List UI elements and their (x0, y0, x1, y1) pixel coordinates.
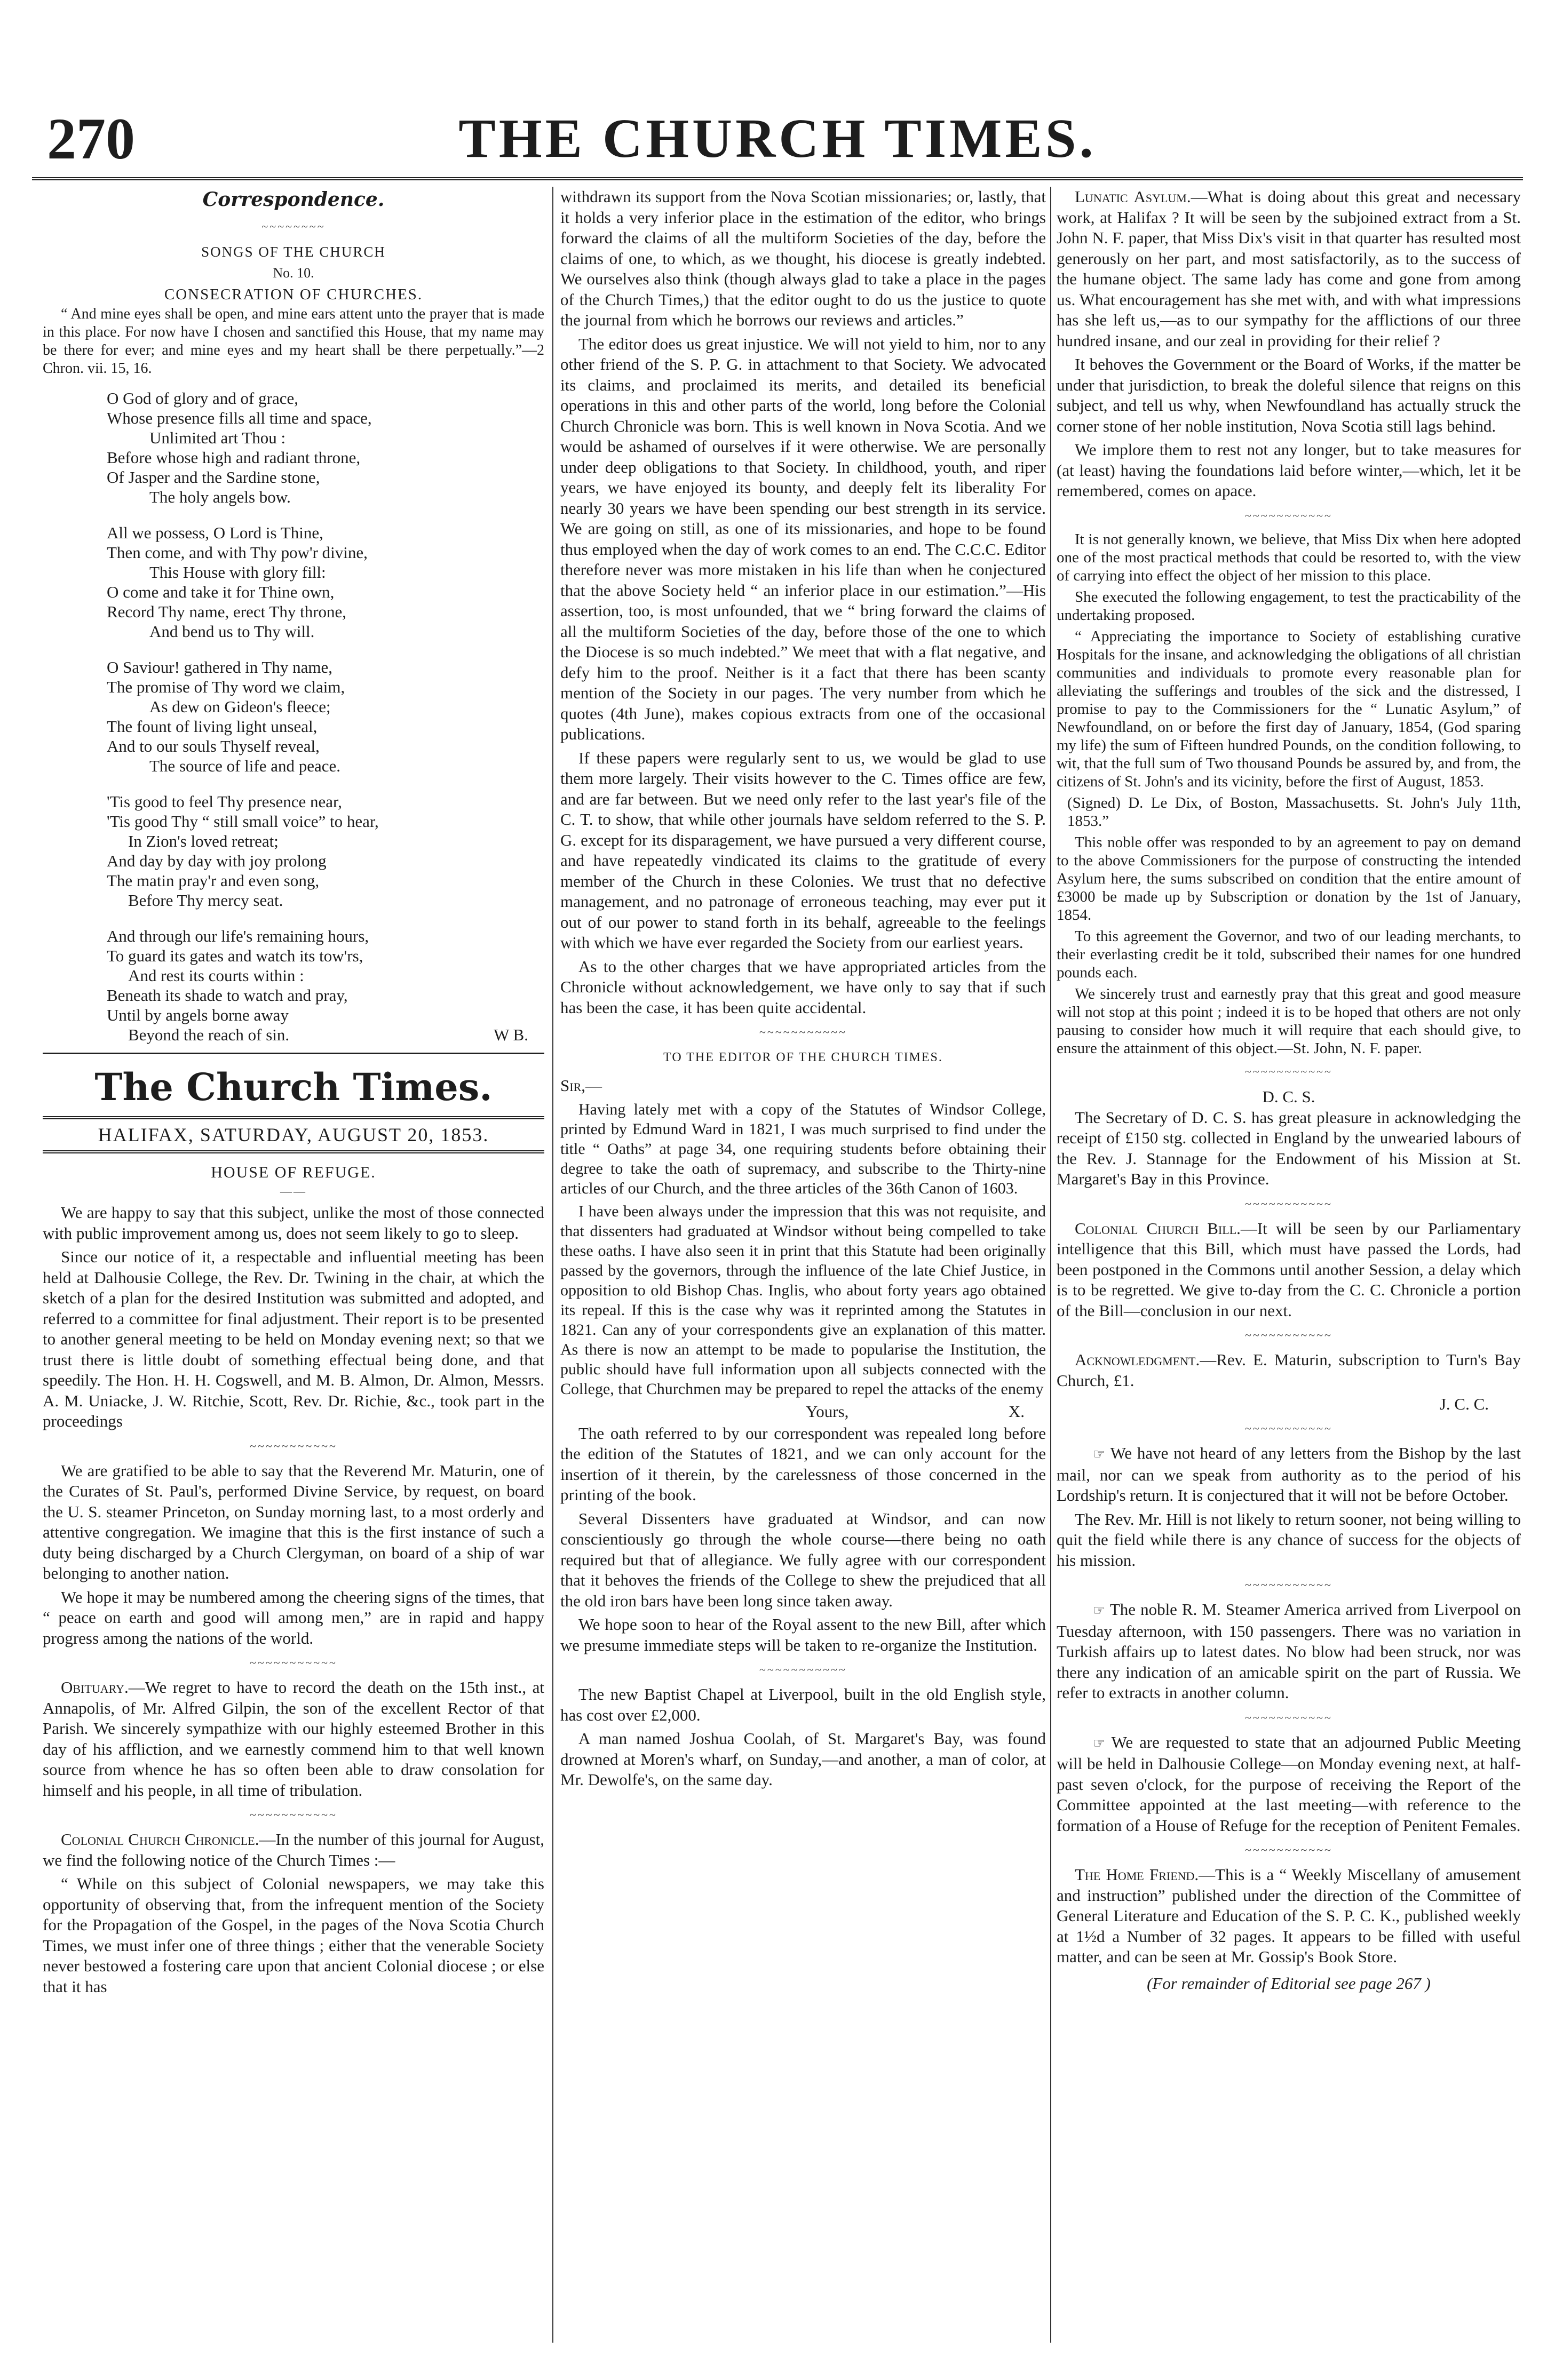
letter-paragraph: Having lately met with a copy of the Statutes of Windsor College, printed by Edmund Ward in 1821, I was much surprised to find under the title “ Oaths” at page 34, one requiring students before obtaining their degree to take the oath of supremacy, and subscribe to the Thirty-nine articles of our Church, and the three articles of the 36th Canon of 1603. (560, 1100, 1046, 1197)
dateline: HALIFAX, SATURDAY, AUGUST 20, 1853. (98, 1124, 489, 1145)
masthead (32, 101, 1523, 176)
ornament: ~~~~~~~~~~~ (250, 1656, 337, 1669)
page-number: 270 (47, 106, 135, 171)
ornament: ~~~~~~~~~~~ (1245, 1578, 1332, 1591)
bill-text: —It will be seen by our Parliamentary intelligence that this Bill, which must have passed the Lords, had been postponed in the Commons until another Session, a delay which is to be regretted. We give to-day from the C. C. Chronicle a portion of the Bill—conclusion in our next. (1057, 1219, 1521, 1320)
ornament: —— (280, 1184, 307, 1198)
article-paragraph: As to the other charges that we have appropriated articles from the Chronicle without acknowledgement, we have only to say that if such has been the case, it has been quite accidental. (560, 957, 1046, 1017)
verse-line: Beyond the reach of sin. (128, 1025, 290, 1044)
article-paragraph: If these papers were regularly sent to us, we would be glad to use them more largely. Their visits however to the C. Times office are few, and are far between. But we need only refer to the last year's file of the C. T. to show, that while other journals have seldom referred to the S. P. G. except for its disparagement, we have pursued a very different course, and have repeatedly vindicated its claims to the gratitude of every member of the Church in these Colonies. We trust that no defective management, and no patronage of erroneous teaching, may ever put it out of our power to stand forth in its behalf, agreeable to the feelings with which we have ever regarded the Society from our earliest years. (560, 748, 1046, 952)
lunatic-paragraph: It behoves the Government or the Board of Works, if the matter be under that jurisdiction, to break the doleful silence that reigns on this subject, and tell us why, when Newfoundland has actually struck the corner stone of her noble institution, Nova Scotia still lags behind. (1057, 355, 1521, 435)
refuge-heading: HOUSE OF REFUGE. (211, 1164, 376, 1181)
home-friend-label: The Home Friend. (1075, 1865, 1199, 1884)
verse-line: And day by day with joy prolong (107, 851, 327, 870)
article-paragraph: Several Dissenters have graduated at Windsor, and can now conscientiously go through the whole course—there being no oath required but that of allegiance. We fully agree with our correspondent that it behoves the friends of the College to shew the prejudiced that all the old iron bars have been long since taken away. (560, 1509, 1046, 1610)
ornament: ~~~~~~~~~~~ (1245, 1328, 1332, 1342)
dix-signature: (Signed) D. Le Dix, of Boston, Massachusetts. St. John's July 11th, 1853.” (1067, 794, 1521, 830)
continued-note: (For remainder of Editorial see page 267 ) (1147, 1973, 1431, 1993)
meeting-text: We are requested to state that an adjourned Public Meeting will be held in Dalhousie College—on Monday evening next, at half-past seven o'clock, for the purpose of receiving the Report of the Committee appointed at the last meeting—with reference to the formation of a House of Refuge for the reception of Penitent Females. (1057, 1732, 1521, 1835)
hill-paragraph: The Rev. Mr. Hill is not likely to return sooner, not being willing to quit the field while there is any chance of success for the objects of his mission. (1057, 1509, 1521, 1570)
america-paragraph (1057, 1599, 1521, 1704)
verse-line: Whose presence fills all time and space, (107, 409, 372, 427)
paper-title: The Church Times. (94, 1065, 493, 1109)
letter-salutation: Sir,— (560, 1076, 602, 1095)
hymn-signature: W B. (494, 1025, 528, 1044)
ack-text: —Rev. E. Maturin, subscription to Turn's Bay Church, £1. (1057, 1350, 1521, 1390)
home-friend-paragraph (1057, 1865, 1521, 1968)
ornament: ~~~~~~~~~~~ (1245, 508, 1332, 522)
ornament: ~~~~~~~~~~~ (1245, 1710, 1332, 1724)
column-1 (43, 187, 544, 2348)
ack-signature: J. C. C. (1439, 1395, 1489, 1413)
news-paragraph: The new Baptist Chapel at Liverpool, built in the old English style, has cost over £2,000. (560, 1685, 1046, 1724)
verse-line: O come and take it for Thine own, (107, 583, 335, 601)
verse-line: In Zion's loved retreat; (128, 832, 279, 850)
lunatic-paragraph (1057, 187, 1521, 351)
verse-line: O God of glory and of grace, (107, 389, 298, 408)
ornament: ~~~~~~~~~~~ (1245, 1197, 1332, 1211)
newspaper-title: THE CHURCH TIMES. (458, 108, 1097, 169)
verse-line: The promise of Thy word we claim, (107, 678, 345, 696)
ack-paragraph (1057, 1350, 1521, 1391)
verse-line: Before whose high and radiant throne, (107, 448, 361, 467)
letter-yours: Yours, (806, 1402, 849, 1421)
lunatic-label: Lunatic Asylum. (1075, 187, 1191, 206)
maturin-paragraph: We are gratified to be able to say that the Reverend Mr. Maturin, one of the Curates of St. Paul's, performed Divine Service, by request, on board the U. S. steamer Princeton, on Sunday morning last, to a most orderly and attentive congregation. We imagine that this is the first instance of such a duty being discharged by a Church Clergyman, on board of a ship of war belonging to another nation. (43, 1461, 544, 1582)
lunatic-text: —What is doing about this great and necessary work, at Halifax ? It will be seen by the subjoined extract from a St. John N. F. paper, that Miss Dix's visit in that quarter has resulted most generously on her part, and most satisfactorily, as to the success of the humane object. The same lady has come and gone from among us. What encouragement has she met with, and with what impressions has she left us,—as to our sympathy for the afflictions of our three hundred insane, and our zeal in providing for their relief ? (1057, 187, 1521, 350)
epigraph: “ And mine eyes shall be open, and mine ears attent unto the prayer that is made in this place. For now have I chosen and sanctified this House, that my name may be there for ever; and mine eyes and my heart shall be there perpetually.”—2 Chron. vii. 15, 16. (43, 306, 544, 377)
dix-quote: “ Appreciating the importance to Society of establishing curative Hospitals for the insane, and acknowledging the obligations of all christian communities and individuals to promote every reasonable plan for alleviating the sufferings and troubles of the sick and the distressed, I promise to pay to the Commissioners for the “ Lunatic Asylum,” of Newfoundland, on or before the first day of January, 1854, (God sparing my life) the sum of Fifteen hundred Pounds, on the condition following, to wit, that the full sum of Two thousand Pounds be assured by, and from, the citizens of St. John's and its vicinity, before the first of August, 1853. (1057, 627, 1521, 790)
hymn-stanza-3 (43, 657, 544, 776)
bishop-text: We have not heard of any letters from the Bishop by the last mail, nor can we speak from authority as to the period of his Lordship's return. It is conjectured that it will not be before October. (1057, 1444, 1521, 1505)
verse-line: This House with glory fill: (149, 563, 326, 582)
chronicle-quote: “ While on this subject of Colonial newspapers, we may take this opportunity of observing that, from the infrequent mention of the Society for the Propagation of the Gospel, in the pages of the Nova Scotia Church Times, we must infer one of three things ; either that the venerable Society never bestowed a fostering care upon that ancient Colonial diocese ; or else that it has (43, 1874, 544, 1996)
verse-line: And bend us to Thy will. (149, 622, 315, 641)
article-paragraph: withdrawn its support from the Nova Scotian missionaries; or, lastly, that it holds a very inferior place in the estimation of the editor, who brings forward the claims of all the multiform Societies of the day, before the claims of one, to which, as we thought, his diocese is greatly indebted. We ourselves also think (though always glad to take a place in the pages of the Church Times,) that the editor ought to do us the justice to quote the journal from which he borrows our reviews and articles.” (560, 187, 1046, 329)
ornament: ~~~~~~~~~~~ (759, 1663, 847, 1676)
lunatic-paragraph: We implore them to rest not any longer, but to take measures for (at least) having the foundations laid before winter,—which, let it be remembered, comes on apace. (1057, 440, 1521, 500)
refuge-paragraph: We are happy to say that this subject, unlike the most of those connected with public improvement among us, does not seem likely to go to sleep. (43, 1203, 544, 1243)
verse-line: And rest its courts within : (128, 966, 304, 985)
verse-line: 'Tis good Thy “ still small voice” to hear, (107, 812, 379, 831)
hymn-stanza-1 (43, 388, 544, 507)
correspondence-heading: Correspondence. (202, 188, 385, 211)
ack-label: Acknowledgment. (1075, 1350, 1200, 1369)
pointing-hand-icon: ☞ (1093, 1446, 1106, 1462)
letter-paragraph: I have been always under the impression that this was not requisite, and that dissenters had graduated at Windsor without being compelled to take these oaths. I have also seen it in print that this Statute had been originally passed by the governors, through the influence of the late Chief Justice, in opposition to old Bishop Chas. Inglis, who about forty years ago obtained its repeal. If this is the case why was it reprinted among the Statutes in 1821. Can any of your correspondents give an explanation of this matter. As there is now an attempt to be made to popularise the Institution, the public should have full information upon all subjects connected with the College, that Churchmen may be prepared to repel the attacks of the enemy (560, 1202, 1046, 1398)
songs-heading: SONGS OF THE CHURCH (201, 244, 386, 260)
bill-label: Colonial Church Bill. (1075, 1219, 1241, 1238)
verse-line: As dew on Gideon's fleece; (149, 697, 331, 716)
obituary-paragraph (43, 1677, 544, 1801)
verse-line: The source of life and peace. (149, 757, 341, 775)
dix-paragraph: It is not generally known, we believe, that Miss Dix when here adopted one of the most practical methods that could be resorted to, with the view of carrying into effect the object of her mission to this place. (1057, 530, 1521, 584)
verse-line: Before Thy mercy seat. (128, 891, 283, 910)
pointing-hand-icon: ☞ (1093, 1603, 1106, 1618)
obituary-label: Obituary. (61, 1678, 129, 1697)
column-3 (1057, 187, 1521, 2348)
verse-line: Record Thy name, erect Thy throne, (107, 602, 347, 621)
column-divider (1050, 187, 1051, 2343)
article-paragraph: The editor does us great injustice. We will not yield to him, nor to any other friend of the S. P. G. in attachment to that Society. We advocated its claims, and proclaimed its merits, and detailed its beneficial operations in this and other parts of the world, long before the Colonial Church Chronicle was born. This is well known in Nova Scotia. And we would be ashamed of ourselves if it were otherwise. We are personally under deep obligations to that Society. In childhood, youth, and riper years, we have enjoyed its bounty, and deeply felt its liberality For nearly 30 years we have been spending our best strength in its service. We are going on still, as one of its missionaries, and hope to be found thus employed when the day of work comes to an end. The C.C.C. Editor therefore never was more mistaken in his life than when he conjectured that the above Society held “ an inferior place in our estimation.”—His assertion, too, is most unfounded, that we “ bring forward the claims of all the multiform Societies of the day, before those of the one to which the Diocese is so much indebted.” We meet that with a flat negative, and defy him to the proof. Neither is it a fact that there has been scanty mention of the Society in our pages. The very number from which he quotes (4th June), makes copious extracts from one of the occasional publications. (560, 334, 1046, 743)
ornament: ~~~~~~~~~~~ (759, 1025, 847, 1039)
letter-signoff (560, 1402, 1046, 1423)
dix-paragraph: To this agreement the Governor, and two of our leading merchants, to their everlasting credit be it told, subscribed their names for one hundred pounds each. (1057, 927, 1521, 981)
dcs-paragraph: The Secretary of D. C. S. has great pleasure in acknowledging the receipt of £150 stg. collected in England by the unwearied labours of the Rev. J. Stannage for the Endowment of his Mission at St. Margaret's Bay in this Province. (1057, 1108, 1521, 1188)
obituary-text: —We regret to have to record the death on the 15th inst., at Annapolis, of Mr. Alfred Gilpin, the son of the excellent Rector of that Parish. We sincerely sympathize with our highly esteemed Brother in this day of his affliction, and we earnestly commend him to that well known source from whence he has so often been able to draw consolation for himself and his people, in all time of tribulation. (43, 1678, 544, 1800)
article-paragraph: The oath referred to by our correspondent was repealed long before the edition of the Statutes of 1821, and we can only account for the insertion of it therein, by the carelessness of those concerned in the printing of the book. (560, 1423, 1046, 1504)
ornament: ~~~~~~~~ (261, 220, 326, 233)
hymn (43, 388, 544, 1045)
verse-line: And to our souls Thyself reveal, (107, 737, 320, 755)
verse-line: The holy angels bow. (149, 488, 291, 506)
pointing-hand-icon: ☞ (1093, 1735, 1106, 1751)
songs-number: No. 10. (273, 265, 314, 281)
column-divider (552, 187, 553, 2343)
ornament: ~~~~~~~~~~~ (250, 1439, 337, 1453)
ornament: ~~~~~~~~~~~ (1245, 1422, 1332, 1435)
verse-line: Of Jasper and the Sardine stone, (107, 468, 320, 487)
chronicle-text: —In the number of this journal for August, we find the following notice of the Church Times :— (43, 1830, 544, 1869)
letter-heading: TO THE EDITOR OF THE CHURCH TIMES. (663, 1050, 943, 1064)
verse-line: The matin pray'r and even song, (107, 871, 320, 890)
chronicle-label: Colonial Church Chronicle. (61, 1830, 259, 1849)
column-2 (560, 187, 1046, 2348)
consecration-heading: CONSECRATION OF CHURCHES. (164, 286, 423, 303)
news-paragraph: A man named Joshua Coolah, of St. Margaret's Bay, was found drowned at Moren's wharf, on Sunday,—and another, a man of color, at Mr. Dewolfe's, on the same day. (560, 1729, 1046, 1789)
verse-line: Beneath its shade to watch and pray, (107, 986, 348, 1005)
bill-paragraph (1057, 1219, 1521, 1322)
verse-line: The fount of living light unseal, (107, 717, 318, 736)
dix-paragraph: She executed the following engagement, to test the practicability of the undertaking proposed. (1057, 588, 1521, 624)
ornament: ~~~~~~~~~~~ (1245, 1843, 1332, 1857)
verse-line: Unlimited art Thou : (149, 428, 286, 447)
verse-line: 'Tis good to feel Thy presence near, (107, 792, 342, 811)
chronicle-paragraph (43, 1829, 544, 1870)
dix-paragraph: This noble offer was responded to by an agreement to pay on demand to the above Commissioners for the purpose of constructing the intended Asylum here, the sums subscribed on condition that the entire amount of £3000 be made up by Subscription or donation by the 1st of January, 1854. (1057, 833, 1521, 924)
verse-line: To guard its gates and watch its tow'rs, (107, 946, 363, 965)
america-text: The noble R. M. Steamer America arrived from Liverpool on Tuesday afternoon, with 150 passengers. There was no variation in Turkish affairs up to latest dates. No blow had been struck, nor was there any indication of an amicable spirit on the part of Russia. We refer to extracts in another column. (1057, 1600, 1521, 1702)
hymn-stanza-4 (43, 792, 544, 910)
letter-signature: X. (1008, 1402, 1025, 1421)
verse-line: Until by angels borne away (107, 1006, 289, 1024)
ornament: ~~~~~~~~~~~ (1245, 1064, 1332, 1078)
dix-paragraph: We sincerely trust and earnestly pray that this great and good measure will not stop at this point ; indeed it is to be hoped that others are not only pausing to consider how much it will require that each should give, to ensure the attainment of this object.—St. John, N. F. paper. (1057, 985, 1521, 1057)
ornament: ~~~~~~~~~~~ (250, 1808, 337, 1821)
refuge-paragraph: Since our notice of it, a respectable and influential meeting has been held at Dalhousie College, the Rev. Dr. Twining in the chair, at which the sketch of a plan for the desired Institution was submitted and adopted, and referred to a committee for final adjustment. Their report is to be presented to another general meeting to be held on Monday evening next; so that we trust there is little doubt of something effectual being done, and that speedily. The Hon. H. H. Cogswell, and M. B. Almon, Dr. Almon, Messrs. A. M. Uniacke, J. W. Ritchie, Scott, Rev. Dr. Richie, &c., took part in the proceedings (43, 1247, 544, 1430)
verse-line: O Saviour! gathered in Thy name, (107, 658, 332, 676)
masthead-rule (32, 177, 1523, 180)
verse-line: Then come, and with Thy pow'r divine, (107, 543, 368, 562)
verse-line: And through our life's remaining hours, (107, 927, 369, 945)
home-friend-text: —This is a “ Weekly Miscellany of amusement and instruction” published under the direction of the Committee of General Literature and Education of the S. P. C. K., published weekly at 1½d a Number of 32 pages. It appears to be filled with useful matter, and can be seen at Mr. Gossip's Book Store. (1057, 1865, 1521, 1966)
maturin-paragraph: We hope it may be numbered among the cheering signs of the times, that “ peace on earth and good will among men,” are in rapid and happy progress among the nations of the world. (43, 1587, 544, 1647)
article-paragraph: We hope soon to hear of the Royal assent to the new Bill, after which we presume immediate steps will be taken to re-organize the Institution. (560, 1615, 1046, 1654)
dcs-heading: D. C. S. (1262, 1087, 1315, 1106)
meeting-paragraph (1057, 1732, 1521, 1836)
bishop-paragraph (1057, 1443, 1521, 1506)
verse-line: All we possess, O Lord is Thine, (107, 523, 323, 542)
hymn-stanza-2 (43, 523, 544, 641)
